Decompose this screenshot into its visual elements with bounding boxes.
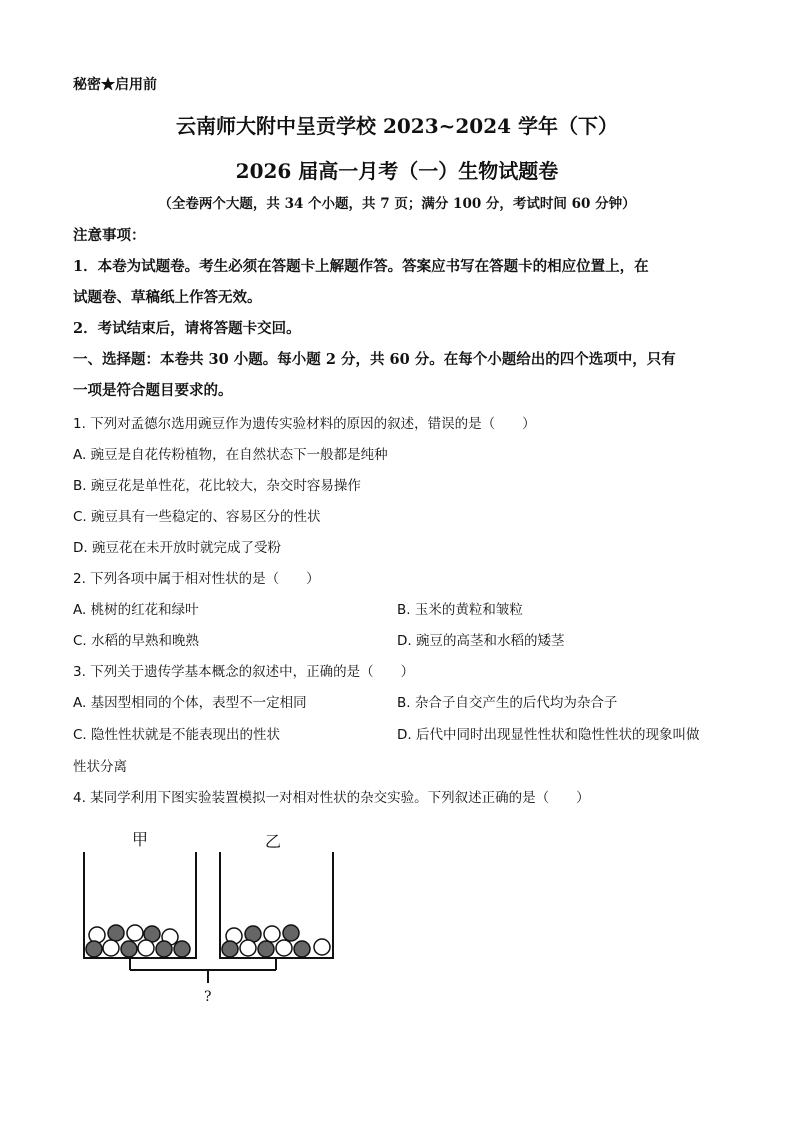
exam-title-line1: 云南师大附中呈贡学校 2023~2024 学年（下） xyxy=(175,114,618,138)
notice-item1-line2: 试题卷、草稿纸上作答无效。 xyxy=(73,289,262,306)
connector-bracket xyxy=(130,958,276,983)
container-label-jia: 甲 xyxy=(132,830,149,849)
exam-subtitle: （全卷两个大题，共 34 个小题，共 7 页；满分 100 分，考试时间 60 分钟） xyxy=(158,196,636,212)
question-1-stem: 1. 下列对孟德尔选用豌豆作为遗传实验材料的原因的叙述，错误的是（ ） xyxy=(73,416,536,432)
question-1-option-a: A. 豌豆是自花传粉植物，在自然状态下一般都是纯种 xyxy=(73,447,388,463)
question-2-option-c: C. 水稻的早熟和晚熟 xyxy=(73,633,200,649)
container-label-yi: 乙 xyxy=(265,832,282,851)
question-1-option-b: B. 豌豆花是单性花，花比较大，杂交时容易操作 xyxy=(73,478,361,494)
secret-mark: 秘密★启用前 xyxy=(73,77,157,93)
question-2-stem: 2. 下列各项中属于相对性状的是（ ） xyxy=(73,571,320,587)
notice-item1-line1: 1．本卷为试题卷。考生必须在答题卡上解题作答。答案应书写在答题卡的相应位置上，在 xyxy=(73,258,649,275)
notice-item2: 2．考试结束后，请将答题卡交回。 xyxy=(73,320,301,337)
exam-title-line2: 2026 届高一月考（一）生物试题卷 xyxy=(235,159,559,183)
section1-heading-line2: 一项是符合题目要求的。 xyxy=(73,382,233,399)
question-4-stem: 4. 某同学利用下图实验装置模拟一对相对性状的杂交实验。下列叙述正确的是（ ） xyxy=(73,790,590,806)
beads-jia xyxy=(86,925,190,957)
question-1-option-d: D. 豌豆花在未开放时就完成了受粉 xyxy=(73,540,281,556)
experiment-figure xyxy=(80,825,350,1015)
question-1-option-c: C. 豌豆具有一些稳定的、容易区分的性状 xyxy=(73,509,321,525)
section1-heading-line1: 一、选择题：本卷共 30 小题。每小题 2 分，共 60 分。在每个小题给出的四个选项中，只有 xyxy=(73,351,676,368)
question-2-option-b: B. 玉米的黄粒和皱粒 xyxy=(397,602,523,618)
question-3-option-d-continued: 性状分离 xyxy=(73,759,127,775)
question-3-option-c: C. 隐性性状就是不能表现出的性状 xyxy=(73,727,281,743)
beads-yi xyxy=(222,925,330,957)
question-3-stem: 3. 下列关于遗传学基本概念的叙述中，正确的是（ ） xyxy=(73,664,415,680)
question-2-option-a: A. 桃树的红花和绿叶 xyxy=(73,602,199,618)
notice-heading: 注意事项： xyxy=(73,227,146,244)
question-3-option-d: D. 后代中同时出现显性性状和隐性性状的现象叫做 xyxy=(397,727,700,743)
result-question-mark: ? xyxy=(204,989,212,1005)
question-3-option-a: A. 基因型相同的个体，表型不一定相同 xyxy=(73,695,307,711)
question-2-option-d: D. 豌豆的高茎和水稻的矮茎 xyxy=(397,633,565,649)
bead-containers-diagram xyxy=(80,825,350,1015)
question-3-option-b: B. 杂合子自交产生的后代均为杂合子 xyxy=(397,695,618,711)
